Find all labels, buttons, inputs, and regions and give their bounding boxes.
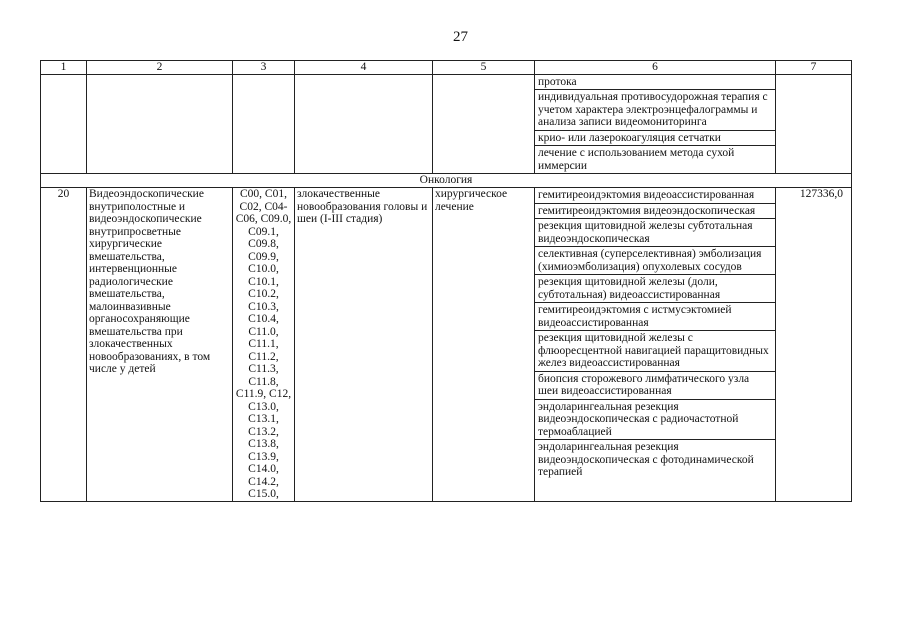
- method-item: селективная (суперселективная) эмболизация (химиоэмболизация) опухолевых сосудов: [535, 247, 775, 275]
- column-number: 4: [295, 61, 433, 75]
- method-item: эндоларингеальная резекция видеоэндоскопическая с радиочастотной термоаблацией: [535, 400, 775, 441]
- empty-cell: [233, 74, 295, 174]
- column-number: 6: [535, 61, 776, 75]
- icd-codes: C00, C01, C02, C04-C06, C09.0, C09.1, C09.8, C09.9, C10.0, C10.1, C10.2, C10.3, C10.4, C11.0, C11.1, C11.2, C11.3, C11.8, C11.9, C12, C13.0, C13.1, C13.2, C13.8, C13.9, C14.0, C14.2, C15.0,: [233, 188, 295, 502]
- cost-value: 127336,0: [776, 188, 852, 502]
- column-number: 2: [87, 61, 233, 75]
- empty-cell: [433, 74, 535, 174]
- empty-cell: [87, 74, 233, 174]
- method-item: гемитиреоидэктомия с истмусэктомией видеоассистированная: [535, 303, 775, 331]
- page-number: 27: [453, 29, 468, 45]
- methods-cell: [535, 74, 776, 174]
- method-item: резекция щитовидной железы (доли, субтотальная) видеоассистированная: [535, 275, 775, 303]
- method-item: биопсия сторожевого лимфатического узла шеи видеоассистированная: [535, 372, 775, 400]
- method-item: эндоларингеальная резекция видеоэндоскопическая с фотодинамической терапией: [538, 441, 754, 478]
- section-row: [41, 174, 852, 188]
- method-item: протока: [535, 75, 775, 91]
- column-number-row: [41, 61, 852, 75]
- row-number: 20: [41, 188, 87, 502]
- medical-care-table: [40, 60, 852, 502]
- column-number: 5: [433, 61, 535, 75]
- column-number: 7: [776, 61, 852, 75]
- column-number: 3: [233, 61, 295, 75]
- method-item: индивидуальная противосудорожная терапия с учетом характера электроэнцефалограммы и анализа записи видеомониторинга: [535, 90, 775, 131]
- column-number: 1: [41, 61, 87, 75]
- continued-row: [41, 74, 852, 174]
- method-item: крио- или лазерокоагуляция сетчатки: [535, 131, 775, 147]
- empty-cell: [41, 74, 87, 174]
- methods-cell: [535, 188, 776, 502]
- empty-cell: [295, 74, 433, 174]
- empty-cell: [776, 74, 852, 174]
- method-item: резекция щитовидной железы субтотальная видеоэндоскопическая: [535, 219, 775, 247]
- table-row: [41, 188, 852, 502]
- method-item: резекция щитовидной железы с флюоресцентной навигацией паращитовидных желез видеоассистированная: [535, 331, 775, 372]
- section-title: Онкология: [41, 174, 852, 188]
- care-type-name: Видеоэндоскопические внутриполостные и видеоэндоскопические внутрипросветные хирургические вмешательства, интервенционные радиологические вмешательства, малоинвазивные органосохраняющие вмешательства при злокачественных новообразованиях, в том числе у детей: [87, 188, 233, 502]
- method-item: гемитиреоидэктомия видеоассистированная: [535, 188, 775, 204]
- treatment-type: хирургическое лечение: [433, 188, 535, 502]
- method-item: лечение с использованием метода сухой иммерсии: [538, 147, 735, 172]
- patient-model: злокачественные новообразования головы и шеи (I-III стадия): [295, 188, 433, 502]
- method-item: гемитиреоидэктомия видеоэндоскопическая: [535, 204, 775, 220]
